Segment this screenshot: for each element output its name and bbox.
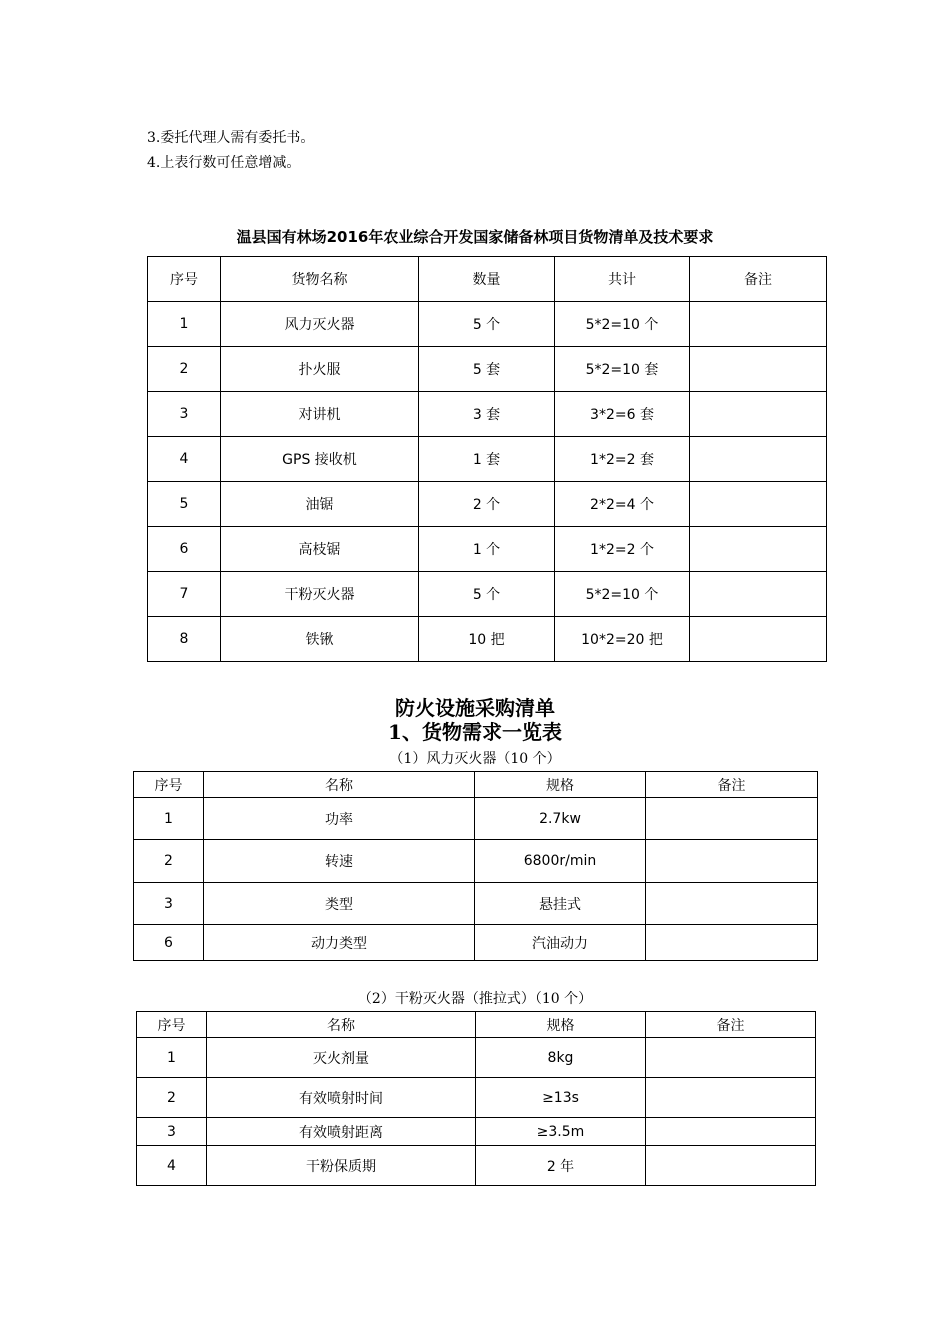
table-row xyxy=(148,392,827,437)
goods-name: 扑火服 xyxy=(221,347,419,392)
note-line-3: 3.委托代理人需有委托书。 xyxy=(147,130,315,146)
header-cell: 共计 xyxy=(555,257,690,302)
spec-name: 转速 xyxy=(204,840,475,883)
row-index: 2 xyxy=(148,347,221,392)
table-row xyxy=(134,925,818,961)
row-index: 3 xyxy=(137,1118,207,1146)
goods-name: 铁锹 xyxy=(221,617,419,662)
goods-quantity: 3 套 xyxy=(419,392,555,437)
goods-total: 1*2=2 个 xyxy=(555,527,690,572)
header-cell: 备注 xyxy=(690,257,827,302)
table-row xyxy=(148,482,827,527)
row-index: 1 xyxy=(134,798,204,840)
goods-remark xyxy=(690,617,827,662)
goods-name: 干粉灭火器 xyxy=(221,572,419,617)
table2-caption: （1）风力灭火器（10 个） xyxy=(389,751,561,767)
table-row xyxy=(134,883,818,925)
spec-value: 8kg xyxy=(476,1038,646,1078)
row-index: 8 xyxy=(148,617,221,662)
goods-name: 风力灭火器 xyxy=(221,302,419,347)
wind-extinguisher-spec-table xyxy=(133,771,818,961)
table-header-row xyxy=(137,1012,816,1038)
spec-remark xyxy=(646,840,818,883)
row-index: 6 xyxy=(148,527,221,572)
spec-remark xyxy=(646,798,818,840)
header-cell: 序号 xyxy=(148,257,221,302)
row-index: 1 xyxy=(137,1038,207,1078)
spec-remark xyxy=(646,1118,816,1146)
table-row xyxy=(137,1146,816,1186)
header-cell: 名称 xyxy=(207,1012,476,1038)
row-index: 7 xyxy=(148,572,221,617)
row-index: 4 xyxy=(137,1146,207,1186)
row-index: 5 xyxy=(148,482,221,527)
spec-remark xyxy=(646,1078,816,1118)
spec-name: 类型 xyxy=(204,883,475,925)
row-index: 1 xyxy=(148,302,221,347)
table-row xyxy=(134,840,818,883)
spec-name: 动力类型 xyxy=(204,925,475,961)
spec-name: 功率 xyxy=(204,798,475,840)
table-row xyxy=(137,1038,816,1078)
spec-value: 悬挂式 xyxy=(475,883,646,925)
goods-remark xyxy=(690,347,827,392)
goods-remark xyxy=(690,302,827,347)
spec-name: 干粉保质期 xyxy=(207,1146,476,1186)
section-subtitle: 1、货物需求一览表 xyxy=(388,720,562,744)
section-title: 防火设施采购清单 xyxy=(395,696,555,720)
header-cell: 货物名称 xyxy=(221,257,419,302)
row-index: 3 xyxy=(134,883,204,925)
table-row xyxy=(148,527,827,572)
goods-total: 3*2=6 套 xyxy=(555,392,690,437)
header-cell: 数量 xyxy=(419,257,555,302)
table-row xyxy=(148,302,827,347)
table-row xyxy=(148,347,827,392)
table-row xyxy=(134,798,818,840)
goods-remark xyxy=(690,392,827,437)
table3-caption: （2）干粉灭火器（推拉式）（10 个） xyxy=(357,991,593,1007)
spec-value: ≥13s xyxy=(476,1078,646,1118)
header-cell: 规格 xyxy=(475,772,646,798)
goods-quantity: 1 个 xyxy=(419,527,555,572)
spec-name: 灭火剂量 xyxy=(207,1038,476,1078)
table-row xyxy=(137,1118,816,1146)
goods-remark xyxy=(690,482,827,527)
spec-name: 有效喷射时间 xyxy=(207,1078,476,1118)
table-row xyxy=(148,617,827,662)
goods-quantity: 1 套 xyxy=(419,437,555,482)
goods-quantity: 5 套 xyxy=(419,347,555,392)
goods-total: 5*2=10 个 xyxy=(555,302,690,347)
goods-name: 油锯 xyxy=(221,482,419,527)
row-index: 2 xyxy=(134,840,204,883)
table-row xyxy=(148,572,827,617)
table-header-row xyxy=(148,257,827,302)
spec-remark xyxy=(646,883,818,925)
spec-value: 2.7kw xyxy=(475,798,646,840)
spec-value: 6800r/min xyxy=(475,840,646,883)
table1-title: 温县国有林场2016年农业综合开发国家储备林项目货物清单及技术要求 xyxy=(236,228,714,246)
header-cell: 备注 xyxy=(646,1012,816,1038)
spec-remark xyxy=(646,1146,816,1186)
goods-name: 对讲机 xyxy=(221,392,419,437)
goods-total: 1*2=2 套 xyxy=(555,437,690,482)
spec-value: ≥3.5m xyxy=(476,1118,646,1146)
spec-value: 2 年 xyxy=(476,1146,646,1186)
row-index: 4 xyxy=(148,437,221,482)
goods-name: GPS 接收机 xyxy=(221,437,419,482)
goods-total: 10*2=20 把 xyxy=(555,617,690,662)
spec-value: 汽油动力 xyxy=(475,925,646,961)
goods-quantity: 5 个 xyxy=(419,302,555,347)
header-cell: 序号 xyxy=(137,1012,207,1038)
header-cell: 序号 xyxy=(134,772,204,798)
header-cell: 规格 xyxy=(476,1012,646,1038)
goods-remark xyxy=(690,572,827,617)
spec-remark xyxy=(646,925,818,961)
row-index: 6 xyxy=(134,925,204,961)
table-row xyxy=(137,1078,816,1118)
goods-quantity: 10 把 xyxy=(419,617,555,662)
table-header-row xyxy=(134,772,818,798)
goods-total: 2*2=4 个 xyxy=(555,482,690,527)
row-index: 2 xyxy=(137,1078,207,1118)
goods-quantity: 2 个 xyxy=(419,482,555,527)
spec-name: 有效喷射距离 xyxy=(207,1118,476,1146)
header-cell: 名称 xyxy=(204,772,475,798)
spec-remark xyxy=(646,1038,816,1078)
goods-name: 高枝锯 xyxy=(221,527,419,572)
goods-remark xyxy=(690,437,827,482)
header-cell: 备注 xyxy=(646,772,818,798)
goods-remark xyxy=(690,527,827,572)
table-row xyxy=(148,437,827,482)
note-line-4: 4.上表行数可任意增减。 xyxy=(147,155,301,171)
dry-powder-extinguisher-spec-table xyxy=(136,1011,816,1186)
goods-quantity: 5 个 xyxy=(419,572,555,617)
goods-total: 5*2=10 个 xyxy=(555,572,690,617)
row-index: 3 xyxy=(148,392,221,437)
goods-total: 5*2=10 套 xyxy=(555,347,690,392)
goods-list-table xyxy=(147,256,827,662)
